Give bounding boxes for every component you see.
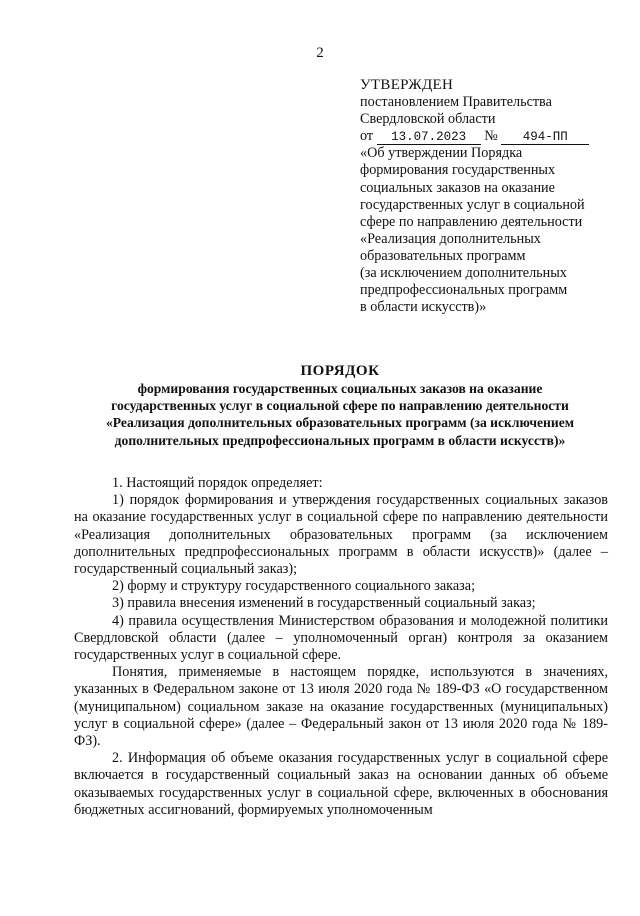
paragraph: Понятия, применяемые в настоящем порядке, используются в значениях, указанных в Федеральном законе от 13 июля 2020 года № 189-ФЗ «О государственном (муниципальном) социальном заказе на оказание государственных (муниципальных) услуг в социальной сфере» (далее – Федеральный закон от 13 июля 2020 года № 189-ФЗ). [74,664,608,750]
approval-title-line: (за исключением дополнительных [360,265,567,282]
approval-block [360,77,610,316]
paragraph: 4) правила осуществления Министерством образования и молодежной политики Свердловской области (далее – уполномоченный орган) контроля за оказанием государственных услуг в социальной сфере. [74,612,608,664]
document-subtitle-line: «Реализация дополнительных образовательных программ (за исключением [105,415,574,431]
approval-title-line: в области искусств)» [360,299,487,316]
approval-line-2: Свердловской области [360,111,496,128]
document-title: ПОРЯДОК [300,363,380,379]
approval-title-line: образовательных программ [360,247,526,264]
paragraph: 1. Настоящий порядок определяет: [112,475,323,491]
document-subtitle-line: формирования государственных социальных заказов на оказание [137,381,543,396]
approval-title-line: формирования государственных [360,162,556,179]
approval-date-line [360,128,610,145]
approval-title-line: социальных заказов на оказание [360,179,555,196]
paragraph: 1) порядок формирования и утверждения государственных социальных заказов на оказание государственных услуг в социальной сфере по направлению деятельности «Реализация дополнительных образовательных программ (за исключением дополнительных предпрофессиональных программ в области искусств)» (далее – государственный социальный заказ); [74,492,608,578]
approval-title-line: государственных услуг в социальной [360,196,585,213]
approval-line-1: постановлением Правительства [360,94,552,111]
number-value: 494-ПП [501,131,589,145]
paragraph: 3) правила внесения изменений в государственный социальный заказ; [112,595,536,612]
document-body [74,475,608,819]
date-value: 13.07.2023 [377,131,481,145]
approval-title-line: «Реализация дополнительных [360,230,541,247]
page-number: 2 [316,45,324,61]
document-heading [60,362,620,449]
approval-title-line: «Об утверждении Порядка [360,145,523,162]
document-subtitle-line: дополнительных предпрофессиональных программ в области искусств)» [114,432,566,448]
approval-stamp: УТВЕРЖДЕН [360,77,454,93]
paragraph: 2) форму и структуру государственного социального заказа; [112,578,476,595]
date-prefix: от [360,128,374,145]
approval-title-line: сфере по направлению деятельности [360,213,583,230]
approval-title-line: предпрофессиональных программ [360,282,568,299]
document-subtitle-line: государственных услуг в социальной сфере по направлению деятельности [111,398,569,414]
number-prefix: № [484,128,498,145]
paragraph: 2. Информация об объеме оказания государственных услуг в социальной сфере включается в государственный социальный заказ на основании данных об объеме оказываемых государственных услуг в социальной сфере, включенных в обоснования бюджетных ассигнований, формируемых уполномоченным [74,750,608,818]
